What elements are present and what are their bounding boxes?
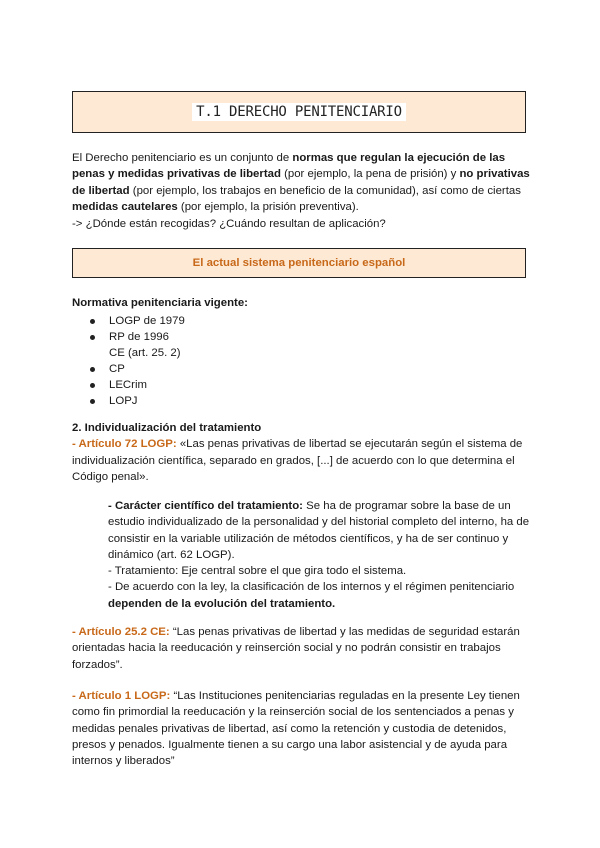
title-box [72, 91, 526, 133]
art25-label: Artículo 25.2 CE: [78, 626, 170, 638]
art1-dash: - [72, 690, 79, 702]
bullet-icon [90, 319, 95, 324]
art25-paragraph [72, 624, 530, 673]
caracter-text: Se ha de programar sobre la base de un estudio individualizado de la personalidad y del historial completo del interno, ha de consistir en la variable utilización de métodos científicos, y ha de ser continuo y dinámico (art. 62 LOGP). [108, 500, 530, 561]
tratamiento-line: - Tratamiento: Eje central sobre el que gira todo el sistema. [108, 565, 407, 578]
intro-text [72, 150, 530, 216]
section-heading-box [72, 248, 526, 278]
caracter-paragraph [108, 498, 530, 563]
ley-bold: dependen de la evolución del tratamiento. [108, 597, 336, 610]
caracter-label: Carácter científico del tratamiento: [114, 500, 303, 512]
art25-section [72, 624, 530, 673]
list-item-text: RP de 1996 [109, 331, 169, 344]
bullet-icon [90, 335, 95, 340]
intro-paragraph [72, 150, 530, 232]
list-item-text: LECrim [109, 379, 147, 392]
intro-bold-2: no privativas de libertad [72, 168, 530, 197]
art1-label: Artículo 1 LOGP: [78, 690, 171, 702]
art72-label: Artículo 72 LOGP: [78, 438, 177, 451]
art72-dash: - [72, 438, 79, 451]
art1-section [72, 688, 530, 769]
art1-text: “Las Instituciones penitenciarias reguladas en la presente Ley tienen como fin primordial la reeducación y la reinserción social de los sentenciados a penas y medidas penales privativas de libertad, así como la retención y custodia de detenidos, presos y penados. Igualmente tienen a su cargo una labor asistencial y de ayuda para internos y liberados” [72, 690, 520, 768]
list-item [72, 313, 530, 329]
art72-paragraph [72, 436, 530, 485]
bullet-icon [90, 367, 95, 372]
art72-text: «Las penas privativas de libertad se ejecutarán según el sistema de individualización científica, separado en grados, [...] de acuerdo con lo que determina el Código penal». [72, 438, 523, 483]
intro-bold-3: medidas cautelares [72, 201, 178, 214]
caracter-section [108, 498, 530, 612]
list-item-text: CE (art. 25. 2) [109, 347, 181, 360]
list-item [72, 377, 530, 393]
ley-paragraph [108, 579, 530, 612]
section-heading: El actual sistema penitenciario español [192, 257, 406, 269]
list-item [72, 393, 530, 409]
bullet-icon [90, 399, 95, 404]
normativa-list [72, 313, 530, 410]
intro-text-4: (por ejemplo, la prisión preventiva). [177, 201, 359, 214]
normativa-heading: Normativa penitenciaria vigente: [72, 297, 248, 309]
list-item [72, 345, 530, 361]
art25-text: “Las penas privativas de libertad y las medidas de seguridad estarán orientadas hacia la reeducación y reinserción social y no podrán consistir en trabajos forzados”. [72, 626, 520, 671]
caracter-dash: - [108, 500, 115, 512]
intro-bold-1: normas que regulan la ejecución de las penas y medidas privativas de libertad [72, 152, 506, 181]
list-item-text: LOGP de 1979 [109, 315, 185, 327]
list-item-text: LOPJ [109, 395, 138, 408]
individualizacion-section [72, 420, 530, 485]
intro-text-2: (por ejemplo, la pena de prisión) y [280, 168, 460, 181]
list-item [72, 329, 530, 345]
art25-dash: - [72, 626, 79, 638]
page-title: T.1 DERECHO PENITENCIARIO [192, 103, 406, 121]
intro-text-3: (por ejemplo, los trabajos en beneficio de la comunidad), así como de ciertas [129, 184, 521, 197]
ley-text: - De acuerdo con la ley, la clasificación de los internos y el régimen penitenciario [108, 581, 515, 594]
individualizacion-heading: 2. Individualización del tratamiento [72, 422, 262, 434]
list-item [72, 361, 530, 377]
intro-question: -> ¿Dónde están recogidas? ¿Cuándo resultan de aplicación? [72, 217, 386, 230]
bullet-icon [90, 383, 95, 388]
normativa-section [72, 295, 530, 410]
intro-text-1: El Derecho penitenciario es un conjunto de [72, 152, 293, 164]
art1-paragraph [72, 688, 530, 769]
list-item-text: CP [109, 363, 125, 376]
